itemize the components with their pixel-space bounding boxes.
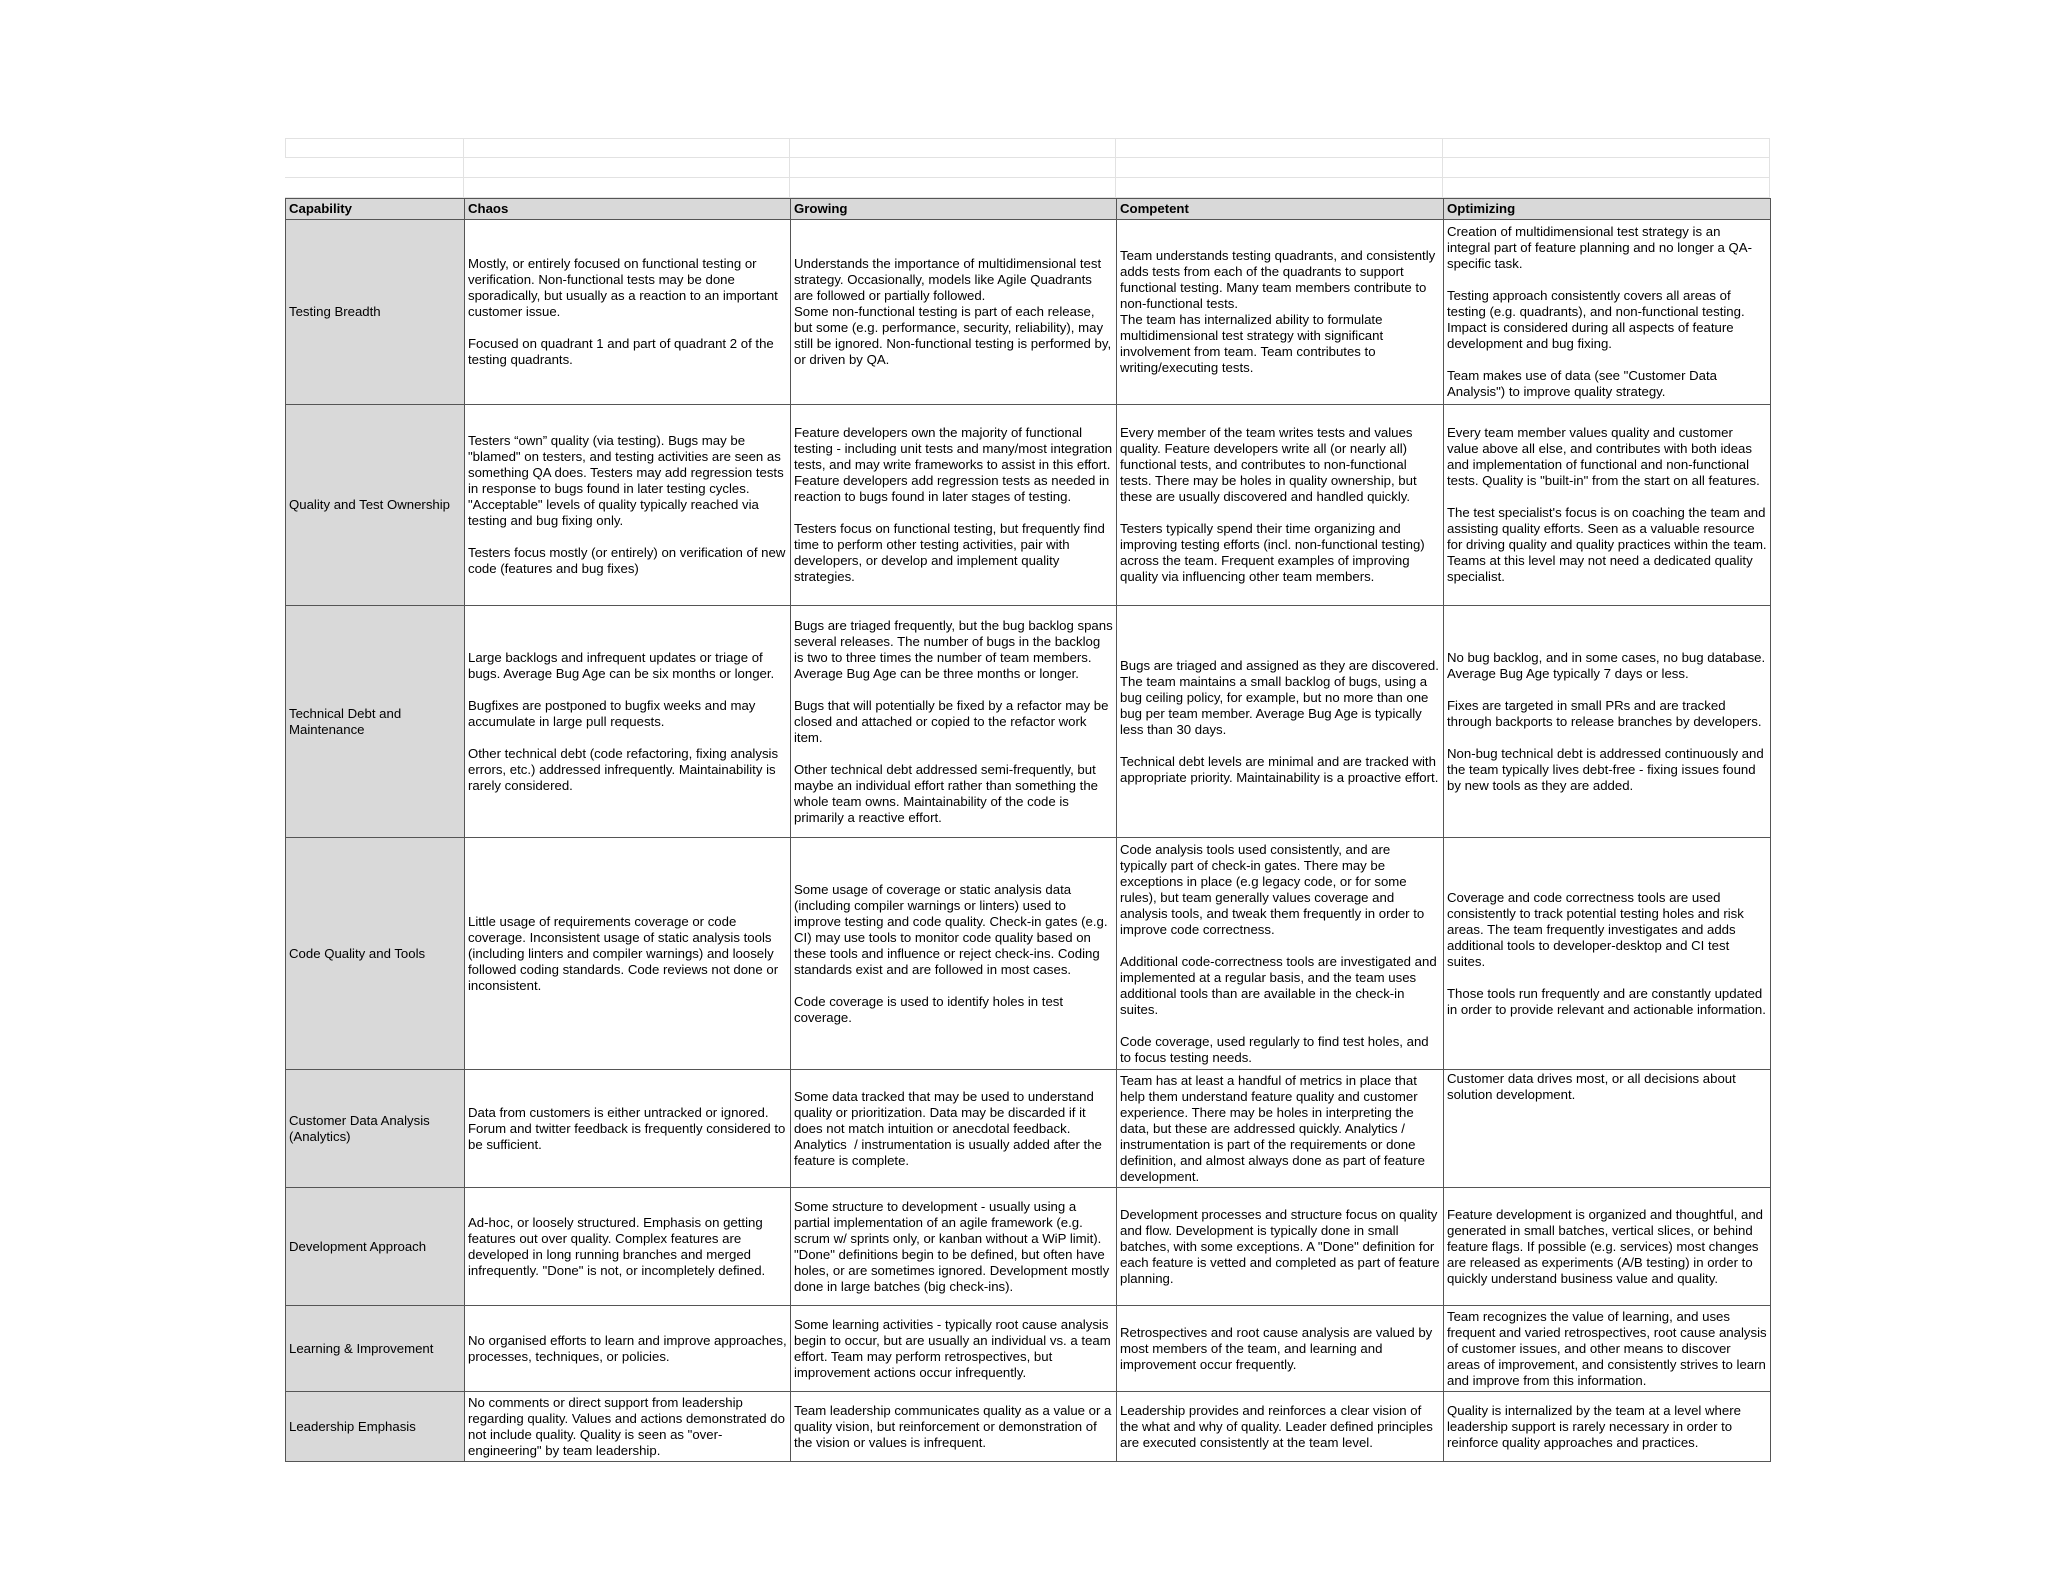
capability-cell[interactable]: Quality and Test Ownership — [286, 405, 465, 606]
blank-cell[interactable] — [790, 138, 1116, 158]
optimizing-cell[interactable]: Coverage and code correctness tools are used consistently to track potential testing holes and risk areas. The team frequently investigates and adds additional tools to developer-desktop and CI test suites. Those tools run frequently and are constantly updated in order to provide relevant and actionable information. — [1444, 838, 1771, 1070]
capability-matrix — [285, 198, 1771, 1462]
header-capability[interactable]: Capability — [286, 199, 465, 220]
table-row — [286, 1306, 1771, 1392]
blank-cell[interactable] — [285, 138, 464, 158]
chaos-cell[interactable]: Data from customers is either untracked or ignored. Forum and twitter feedback is frequently considered to be sufficient. — [465, 1070, 791, 1188]
growing-cell[interactable]: Some structure to development - usually using a partial implementation of an agile framework (e.g. scrum w/ sprints only, or kanban without a WiP limit). "Done" definitions begin to be defined, but often have holes, or are sometimes ignored. Development mostly done in large batches (big check-ins). — [791, 1188, 1117, 1306]
spreadsheet — [285, 138, 1770, 1462]
header-competent[interactable]: Competent — [1117, 199, 1444, 220]
capability-cell[interactable]: Learning & Improvement — [286, 1306, 465, 1392]
blank-cell[interactable] — [464, 178, 790, 198]
competent-cell[interactable]: Team has at least a handful of metrics in place that help them understand feature quality and customer experience. There may be holes in interpreting the data, but these are addressed quickly. Analytics / instrumentation is part of the requirements or done definition, and almost always done as part of feature development. — [1117, 1070, 1444, 1188]
optimizing-cell[interactable]: Quality is internalized by the team at a level where leadership support is rarely necessary in order to reinforce quality approaches and practices. — [1444, 1392, 1771, 1462]
capability-cell[interactable]: Code Quality and Tools — [286, 838, 465, 1070]
growing-cell[interactable]: Some usage of coverage or static analysis data (including compiler warnings or linters) used to improve testing and code quality. Check-in gates (e.g. CI) may use tools to monitor code quality based on these tools and influence or reject check-ins. Coding standards exist and are followed in most cases. Code coverage is used to identify holes in test coverage. — [791, 838, 1117, 1070]
capability-cell[interactable]: Testing Breadth — [286, 220, 465, 405]
header-growing[interactable]: Growing — [791, 199, 1117, 220]
header-optimizing[interactable]: Optimizing — [1444, 199, 1771, 220]
competent-cell[interactable]: Bugs are triaged and assigned as they are discovered. The team maintains a small backlog of bugs, using a bug ceiling policy, for example, but no more than one bug per team member. Average Bug Age is typically less than 30 days. Technical debt levels are minimal and are tracked with appropriate priority. Maintainability is a proactive effort. — [1117, 606, 1444, 838]
optimizing-cell[interactable]: Feature development is organized and thoughtful, and generated in small batches, vertical slices, or behind feature flags. If possible (e.g. services) most changes are released as experiments (A/B testing) in order to quickly understand business value and quality. — [1444, 1188, 1771, 1306]
optimizing-cell[interactable]: No bug backlog, and in some cases, no bug database. Average Bug Age typically 7 days or less. Fixes are targeted in small PRs and are tracked through backports to release branches by developers. Non-bug technical debt is addressed continuously and the team typically lives debt-free - fixing issues found by new tools as they are added. — [1444, 606, 1771, 838]
blank-cell[interactable] — [1116, 158, 1443, 178]
capability-cell[interactable]: Technical Debt and Maintenance — [286, 606, 465, 838]
blank-cell[interactable] — [1116, 138, 1443, 158]
growing-cell[interactable]: Understands the importance of multidimensional test strategy. Occasionally, models like Agile Quadrants are followed or partially followed. Some non-functional testing is part of each release, but some (e.g. performance, security, reliability), may still be ignored. Non-functional testing is performed by, or driven by QA. — [791, 220, 1117, 405]
table-row — [286, 1392, 1771, 1462]
optimizing-cell[interactable]: Team recognizes the value of learning, and uses frequent and varied retrospectives, root cause analysis of customer issues, and other means to discover areas of improvement, and consistently strives to learn and improve from this information. — [1444, 1306, 1771, 1392]
table-row — [286, 405, 1771, 606]
blank-rows — [285, 138, 1770, 198]
optimizing-cell[interactable]: Every team member values quality and customer value above all else, and contributes with both ideas and implementation of functional and non-functional tests. Quality is "built-in" from the start on all features. The test specialist's focus is on coaching the team and assisting quality efforts. Seen as a valuable resource for driving quality and quality practices within the team. Teams at this level may not need a dedicated quality specialist. — [1444, 405, 1771, 606]
header-chaos[interactable]: Chaos — [465, 199, 791, 220]
chaos-cell[interactable]: Testers “own” quality (via testing). Bugs may be "blamed" on testers, and testing activities are seen as something QA does. Testers may add regression tests in response to bugs found in later testing cycles. "Acceptable" levels of quality typically reached via testing and bug fixing only. Testers focus mostly (or entirely) on verification of new code (features and bug fixes) — [465, 405, 791, 606]
chaos-cell[interactable]: Large backlogs and infrequent updates or triage of bugs. Average Bug Age can be six months or longer. Bugfixes are postponed to bugfix weeks and may accumulate in large pull requests. Other technical debt (code refactoring, fixing analysis errors, etc.) addressed infrequently. Maintainability is rarely considered. — [465, 606, 791, 838]
chaos-cell[interactable]: Little usage of requirements coverage or code coverage. Inconsistent usage of static analysis tools (including linters and compiler warnings) and loosely followed coding standards. Code reviews not done or inconsistent. — [465, 838, 791, 1070]
blank-cell[interactable] — [790, 178, 1116, 198]
header-row — [286, 199, 1771, 220]
growing-cell[interactable]: Team leadership communicates quality as a value or a quality vision, but reinforcement or demonstration of the vision or values is infrequent. — [791, 1392, 1117, 1462]
blank-cell[interactable] — [1116, 178, 1443, 198]
optimizing-cell[interactable]: Customer data drives most, or all decisions about solution development. — [1444, 1070, 1771, 1188]
table-row — [286, 1188, 1771, 1306]
blank-cell[interactable] — [790, 158, 1116, 178]
competent-cell[interactable]: Retrospectives and root cause analysis are valued by most members of the team, and learning and improvement occur frequently. — [1117, 1306, 1444, 1392]
competent-cell[interactable]: Team understands testing quadrants, and consistently adds tests from each of the quadrants to support functional testing. Many team members contribute to non-functional tests. The team has internalized ability to formulate multidimensional test strategy with significant involvement from team. Team contributes to writing/executing tests. — [1117, 220, 1444, 405]
blank-cell[interactable] — [1443, 178, 1770, 198]
blank-cell[interactable] — [1443, 158, 1770, 178]
competent-cell[interactable]: Code analysis tools used consistently, and are typically part of check-in gates. There may be exceptions in place (e.g legacy code, or for some rules), but team generally values coverage and analysis tools, and tweak them frequently in order to improve code correctness. Additional code-correctness tools are investigated and implemented at a regular basis, and the team uses additional tools than are available in the check-in suites. Code coverage, used regularly to find test holes, and to focus testing needs. — [1117, 838, 1444, 1070]
capability-cell[interactable]: Development Approach — [286, 1188, 465, 1306]
blank-cell[interactable] — [464, 138, 790, 158]
blank-cell[interactable] — [464, 158, 790, 178]
competent-cell[interactable]: Development processes and structure focus on quality and flow. Development is typically done in small batches, with some exceptions. A "Done" definition for each feature is vetted and completed as part of feature planning. — [1117, 1188, 1444, 1306]
chaos-cell[interactable]: Ad-hoc, or loosely structured. Emphasis on getting features out over quality. Complex features are developed in long running branches and merged infrequently. "Done" is not, or incompletely defined. — [465, 1188, 791, 1306]
chaos-cell[interactable]: Mostly, or entirely focused on functional testing or verification. Non-functional tests may be done sporadically, but usually as a reaction to an important customer issue. Focused on quadrant 1 and part of quadrant 2 of the testing quadrants. — [465, 220, 791, 405]
competent-cell[interactable]: Leadership provides and reinforces a clear vision of the what and why of quality. Leader defined principles are executed consistently at the team level. — [1117, 1392, 1444, 1462]
table-row — [286, 220, 1771, 405]
table-row — [286, 838, 1771, 1070]
capability-cell[interactable]: Customer Data Analysis (Analytics) — [286, 1070, 465, 1188]
growing-cell[interactable]: Some data tracked that may be used to understand quality or prioritization. Data may be discarded if it does not match intuition or anecdotal feedback. Analytics / instrumentation is usually added after the feature is complete. — [791, 1070, 1117, 1188]
blank-cell[interactable] — [285, 178, 464, 198]
capability-cell[interactable]: Leadership Emphasis — [286, 1392, 465, 1462]
blank-cell[interactable] — [1443, 138, 1770, 158]
growing-cell[interactable]: Some learning activities - typically root cause analysis begin to occur, but are usually an individual vs. a team effort. Team may perform retrospectives, but improvement actions occur infrequently. — [791, 1306, 1117, 1392]
optimizing-cell[interactable]: Creation of multidimensional test strategy is an integral part of feature planning and no longer a QA-specific task. Testing approach consistently covers all areas of testing (e.g. quadrants), and non-functional testing. Impact is considered during all aspects of feature development and bug fixing. Team makes use of data (see "Customer Data Analysis") to improve quality strategy. — [1444, 220, 1771, 405]
table-row — [286, 1070, 1771, 1188]
blank-cell[interactable] — [285, 158, 464, 178]
growing-cell[interactable]: Bugs are triaged frequently, but the bug backlog spans several releases. The number of bugs in the backlog is two to three times the number of team members. Average Bug Age can be three months or longer. Bugs that will potentially be fixed by a refactor may be closed and attached or copied to the refactor work item. Other technical debt addressed semi-frequently, but maybe an individual effort rather than something the whole team owns. Maintainability of the code is primarily a reactive effort. — [791, 606, 1117, 838]
chaos-cell[interactable]: No organised efforts to learn and improve approaches, processes, techniques, or policies. — [465, 1306, 791, 1392]
competent-cell[interactable]: Every member of the team writes tests and values quality. Feature developers write all (or nearly all) functional tests, and contributes to non-functional tests. There may be holes in quality ownership, but these are usually discovered and handled quickly. Testers typically spend their time organizing and improving testing efforts (incl. non-functional testing) across the team. Frequent examples of improving quality via influencing other team members. — [1117, 405, 1444, 606]
growing-cell[interactable]: Feature developers own the majority of functional testing - including unit tests and many/most integration tests, and may write frameworks to assist in this effort. Feature developers add regression tests as needed in reaction to bugs found in later stages of testing. Testers focus on functional testing, but frequently find time to perform other testing activities, pair with developers, or develop and implement quality strategies. — [791, 405, 1117, 606]
chaos-cell[interactable]: No comments or direct support from leadership regarding quality. Values and actions demonstrated do not include quality. Quality is seen as "over-engineering" by team leadership. — [465, 1392, 791, 1462]
table-row — [286, 606, 1771, 838]
